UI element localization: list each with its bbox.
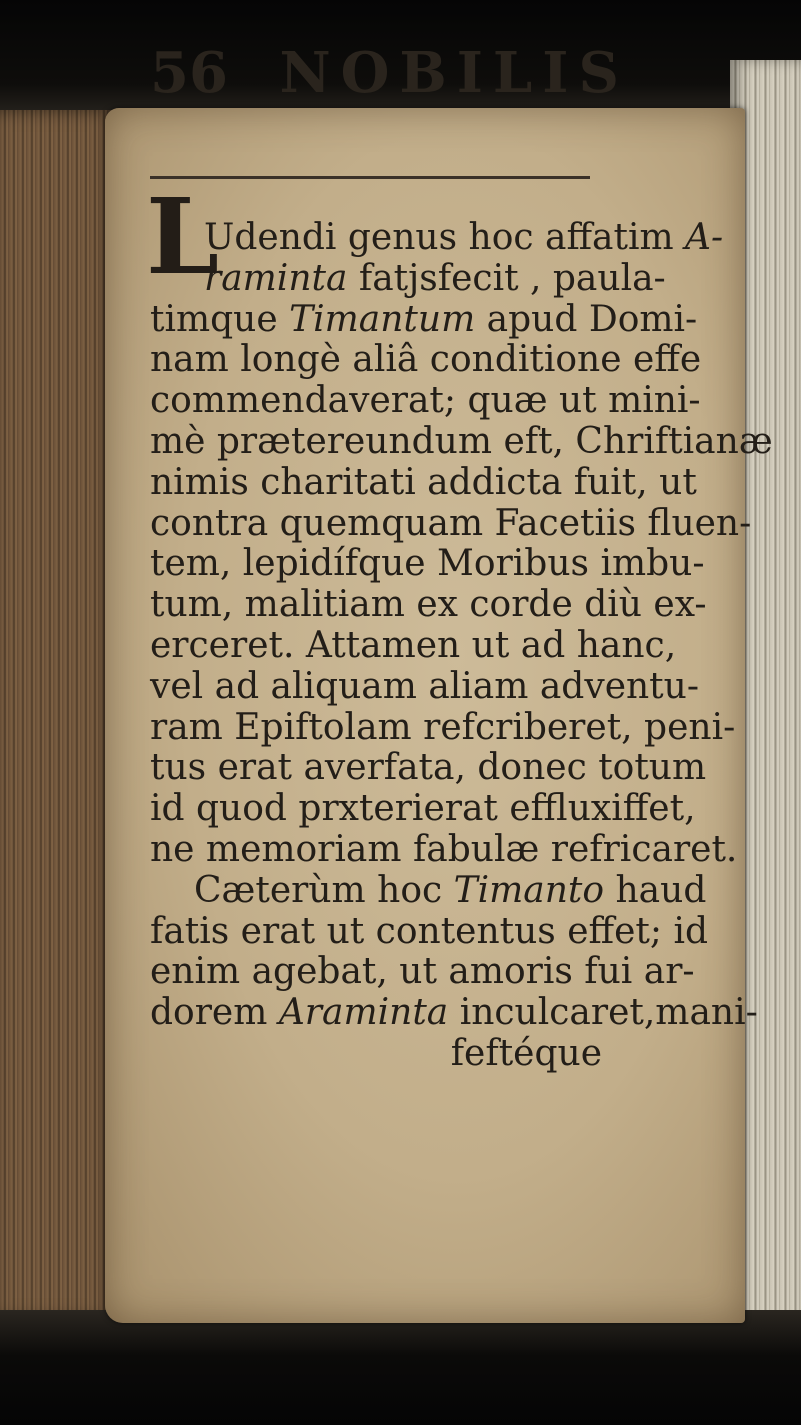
running-title: NOBILIS [279, 40, 629, 106]
italic-name: A- [685, 217, 724, 258]
body-text [150, 217, 773, 1075]
text-segment: fatis erat ut contentus effet; id [150, 910, 708, 952]
text-segment: tum, malitiam ex corde diù ex- [150, 584, 707, 626]
text-segment: contra quemquam Facetiis fluen- [150, 502, 752, 544]
text-segment: haud [604, 869, 707, 911]
text-segment: feftéque [450, 1032, 602, 1074]
text-segment: ram Epiftolam refcriberet, peni- [150, 706, 736, 748]
text-line [150, 461, 697, 504]
scan-background-bottom [0, 1310, 801, 1425]
text-segment: mè prætereundum eft, Chriftianæ [150, 420, 773, 462]
text-line [150, 747, 707, 789]
text-line [150, 624, 677, 667]
text-segment: vel ad aliquam aliam adventu- [150, 665, 699, 707]
text-segment: inculcaret,mani- [448, 992, 758, 1034]
text-line [150, 298, 698, 341]
text-segment: tem, lepidífque Moribus imbu- [150, 543, 705, 585]
text-segment: apud Domi- [475, 298, 698, 340]
drop-initial: L [146, 175, 220, 298]
text-segment: fatjsfecit , paula- [347, 257, 666, 299]
text-line [150, 706, 736, 749]
text-line [150, 1034, 620, 1075]
text-segment: Udendi genus hoc affatim [204, 217, 686, 258]
text-line [150, 951, 695, 993]
italic-name: Timantum [289, 298, 476, 340]
text-segment: id quod prxterierat effluxiffet, [150, 788, 696, 830]
text-segment: dorem [150, 992, 279, 1034]
running-header [150, 40, 629, 130]
italic-name: Araminta [278, 992, 449, 1034]
text-line [150, 828, 738, 871]
text-segment: timque [150, 298, 290, 340]
text-line [150, 992, 758, 1034]
text-segment: tus erat averfata, donec totum [150, 747, 707, 789]
text-segment: enim agebat, ut amoris fui ar- [150, 951, 695, 993]
text-line [150, 543, 705, 585]
italic-name: raminta [204, 257, 348, 299]
text-line [150, 665, 699, 708]
text-segment: nimis charitati addicta fuit, ut [150, 461, 697, 503]
text-segment: commendaverat; quæ ut mini- [150, 380, 701, 422]
text-segment: Cæterùm hoc [194, 869, 454, 911]
text-line [150, 380, 701, 422]
text-line [150, 217, 724, 259]
text-line [150, 257, 666, 300]
text-line [150, 339, 702, 381]
text-line [150, 584, 707, 626]
text-segment: ne memoriam fabulæ refricaret. [150, 828, 738, 870]
book-left-edge [0, 110, 120, 1320]
text-line [150, 420, 773, 463]
page-number: 56 [150, 40, 228, 106]
text-line [150, 869, 707, 912]
text-segment: erceret. Attamen ut ad hanc, [150, 624, 677, 666]
italic-name: Timanto [453, 869, 605, 911]
text-segment: nam longè aliâ conditione effe [150, 339, 702, 381]
text-line [150, 910, 708, 953]
text-line [150, 788, 696, 830]
text-line [150, 502, 752, 545]
